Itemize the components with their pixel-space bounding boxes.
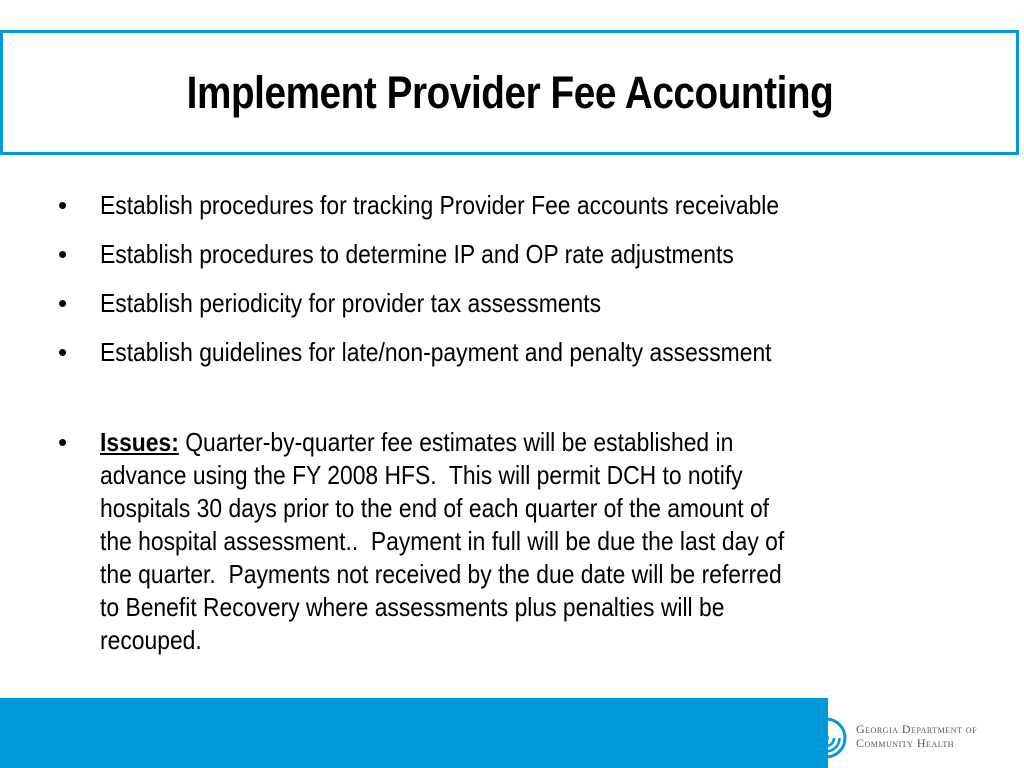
issues-line: the hospital assessment.. Payment in full will be due the last day of xyxy=(100,526,785,556)
bullet-text: Establish guidelines for late/non-payment and penalty assessment xyxy=(100,337,772,367)
issues-line: hospitals 30 days prior to the end of each quarter of the amount of xyxy=(100,493,770,523)
bullet-item xyxy=(58,238,958,271)
dch-logo xyxy=(804,716,1014,756)
issues-line: to Benefit Recovery where assessments plus penalties will be xyxy=(100,592,725,622)
issues-line: advance using the FY 2008 HFS. This will permit DCH to notify xyxy=(100,460,743,490)
issues-label: Issues: xyxy=(100,427,179,457)
bullet-item xyxy=(58,189,958,222)
bullet-marker: • xyxy=(58,288,68,318)
bullet-marker: • xyxy=(58,239,68,269)
issues-line: recouped. xyxy=(100,625,202,655)
logo-line: Georgia Department of xyxy=(856,722,978,736)
slide-title-box xyxy=(0,30,1019,155)
logo-line: Community Health xyxy=(856,736,955,750)
issues-line-text: Quarter-by-quarter fee estimates will be established in xyxy=(178,427,734,457)
issues-text xyxy=(100,426,784,657)
bullet-item xyxy=(58,336,958,369)
bullet-marker: • xyxy=(58,427,68,457)
dch-logo-text xyxy=(856,722,977,750)
bullet-list xyxy=(58,189,958,385)
bullet-marker: • xyxy=(58,337,68,367)
issues-line: the quarter. Payments not received by the due date will be referred xyxy=(100,559,782,589)
slide-title: Implement Provider Fee Accounting xyxy=(186,66,833,118)
issues-line xyxy=(100,426,784,459)
bullet-text: Establish procedures for tracking Provider Fee accounts receivable xyxy=(100,190,780,220)
bullet-item xyxy=(58,287,958,320)
bullet-marker: • xyxy=(58,190,68,220)
bullet-text: Establish periodicity for provider tax assessments xyxy=(100,288,602,318)
bullet-text: Establish procedures to determine IP and OP rate adjustments xyxy=(100,239,734,269)
footer-bar xyxy=(0,698,828,768)
dch-logo-icon xyxy=(804,716,848,760)
